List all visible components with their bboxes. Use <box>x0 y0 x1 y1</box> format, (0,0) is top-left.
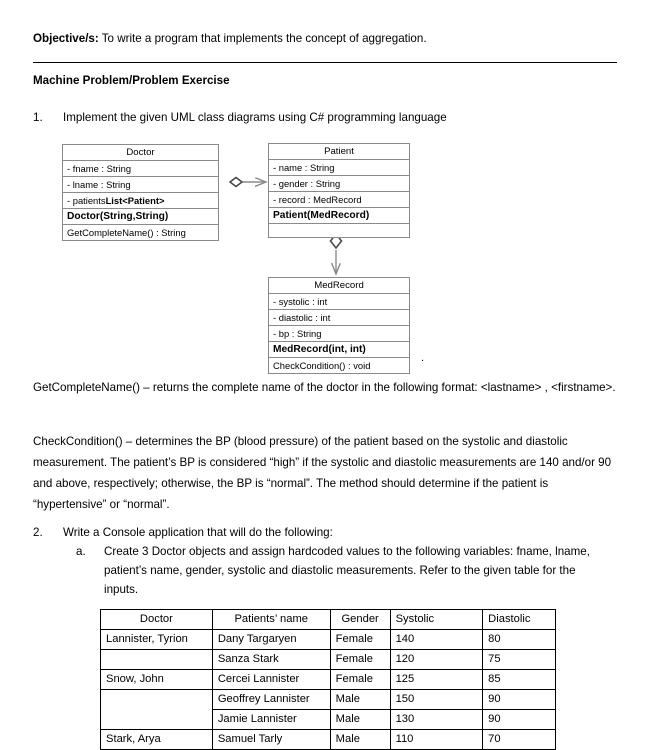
table-cell-gender: Female <box>330 670 390 690</box>
table-cell-diastolic: 85 <box>483 670 556 690</box>
table-cell-gender: Female <box>330 650 390 670</box>
uml-class-doctor-method-0: GetCompleteName() : String <box>67 227 186 238</box>
uml-class-patient-attr-2: - record : MedRecord <box>269 192 409 208</box>
table-cell-patient: Samuel Tarly <box>212 730 330 750</box>
table-cell-systolic: 130 <box>390 710 483 730</box>
uml-class-patient-constructor: Patient(MedRecord) <box>269 208 409 224</box>
table-cell-gender: Male <box>330 710 390 730</box>
table-header-cell: Doctor <box>101 610 213 630</box>
table-header-cell: Systolic <box>390 610 483 630</box>
table-cell-doctor: Stark, Arya <box>101 730 213 750</box>
paragraph-getcompletename: GetCompleteName() – returns the complete name of the doctor in the following format: <lastname> , <firstname>. <box>33 381 616 394</box>
table-row <box>101 630 556 650</box>
uml-class-medrecord-attr-2: - bp : String <box>269 326 409 342</box>
table-cell-doctor <box>101 710 213 730</box>
uml-class-patient-attr-1: - gender : String <box>269 176 409 192</box>
table-cell-systolic: 110 <box>390 730 483 750</box>
table-cell-diastolic: 90 <box>483 690 556 710</box>
list-item-2a-marker: a. <box>76 545 86 558</box>
list-item-2-number: 2. <box>33 526 43 539</box>
uml-class-doctor-attr-1: - lname : String <box>63 177 218 193</box>
list-item-2 <box>33 523 608 542</box>
list-item-2a-text: Create 3 Doctor objects and assign hardcoded values to the following variables: fname, lname, patient’s name, gender, systolic and diastolic measurements. Refer to the given table for the inputs. <box>104 545 590 596</box>
table-cell-doctor: Snow, John <box>101 670 213 690</box>
uml-class-medrecord-attr-0: - systolic : int <box>269 294 409 310</box>
table-cell-patient: Cercei Lannister <box>212 670 330 690</box>
table-cell-gender: Male <box>330 690 390 710</box>
table-cell-gender: Male <box>330 730 390 750</box>
uml-class-doctor <box>62 144 219 241</box>
table-cell-diastolic: 75 <box>483 650 556 670</box>
table-row <box>101 730 556 750</box>
uml-class-patient <box>268 143 410 238</box>
table-row <box>101 670 556 690</box>
list-item-2-text: Write a Console application that will do the following: <box>63 526 333 539</box>
table-cell-gender: Female <box>330 630 390 650</box>
table-cell-patient: Geoffrey Lannister <box>212 690 330 710</box>
uml-class-patient-methods-empty <box>269 224 409 237</box>
table-header-cell: Patients’ name <box>212 610 330 630</box>
table-cell-diastolic: 90 <box>483 710 556 730</box>
inputs-table-wrapper <box>100 609 556 750</box>
objective-label: Objective/s: <box>33 32 99 45</box>
uml-class-doctor-attr-0: - fname : String <box>63 161 218 177</box>
table-cell-doctor <box>101 650 213 670</box>
table-cell-patient: Jamie Lannister <box>212 710 330 730</box>
uml-class-doctor-constructor: Doctor(String,String) <box>63 209 218 225</box>
table-cell-patient: Sanza Stark <box>212 650 330 670</box>
table-cell-systolic: 125 <box>390 670 483 690</box>
uml-class-doctor-title: Doctor <box>63 145 218 161</box>
uml-class-doctor-attr-2-type: List<Patient> <box>105 195 165 206</box>
uml-class-medrecord-method-0: CheckCondition() : void <box>273 360 371 371</box>
list-item-1-text: Implement the given UML class diagrams using C# programming language <box>63 111 447 124</box>
table-cell-doctor: Lannister, Tyrion <box>101 630 213 650</box>
table-row <box>101 690 556 710</box>
paragraph-checkcondition: CheckCondition() – determines the BP (blood pressure) of the patient based on the systolic and diastolic measurement. The patient’s BP is considered “high” if the systolic and diastolic measurements are 140 and/or 90 and above, respectively; otherwise, the BP is “normal”. The method should determine if the patient is “hypertensive” or “normal”. <box>33 435 612 511</box>
table-header-row <box>101 610 556 630</box>
uml-class-medrecord <box>268 277 410 374</box>
table-cell-diastolic: 70 <box>483 730 556 750</box>
list-item-2a <box>76 542 596 599</box>
table-cell-diastolic: 80 <box>483 630 556 650</box>
objective-text: To write a program that implements the concept of aggregation. <box>101 32 427 45</box>
table-cell-patient: Dany Targaryen <box>212 630 330 650</box>
uml-class-medrecord-attr-1: - diastolic : int <box>269 310 409 326</box>
machine-problem-heading: Machine Problem/Problem Exercise <box>33 74 230 87</box>
inputs-table <box>100 609 556 750</box>
uml-class-patient-title: Patient <box>269 144 409 160</box>
aggregation-diamond-doctor <box>230 178 242 187</box>
table-header-cell: Diastolic <box>483 610 556 630</box>
diagram-trailing-period: . <box>421 352 425 364</box>
uml-class-doctor-attr-2 <box>63 193 218 209</box>
table-cell-systolic: 120 <box>390 650 483 670</box>
table-header-cell: Gender <box>330 610 390 630</box>
uml-class-medrecord-title: MedRecord <box>269 278 409 294</box>
table-cell-systolic: 140 <box>390 630 483 650</box>
uml-class-medrecord-constructor: MedRecord(int, int) <box>269 342 409 358</box>
table-row <box>101 650 556 670</box>
uml-class-doctor-attr-2-name: - patients <box>67 195 106 206</box>
table-cell-systolic: 150 <box>390 690 483 710</box>
table-cell-doctor <box>101 690 213 710</box>
uml-class-patient-attr-0: - name : String <box>269 160 409 176</box>
table-row <box>101 710 556 730</box>
list-item-1-number: 1. <box>33 111 43 124</box>
inputs-table-body <box>101 610 556 750</box>
